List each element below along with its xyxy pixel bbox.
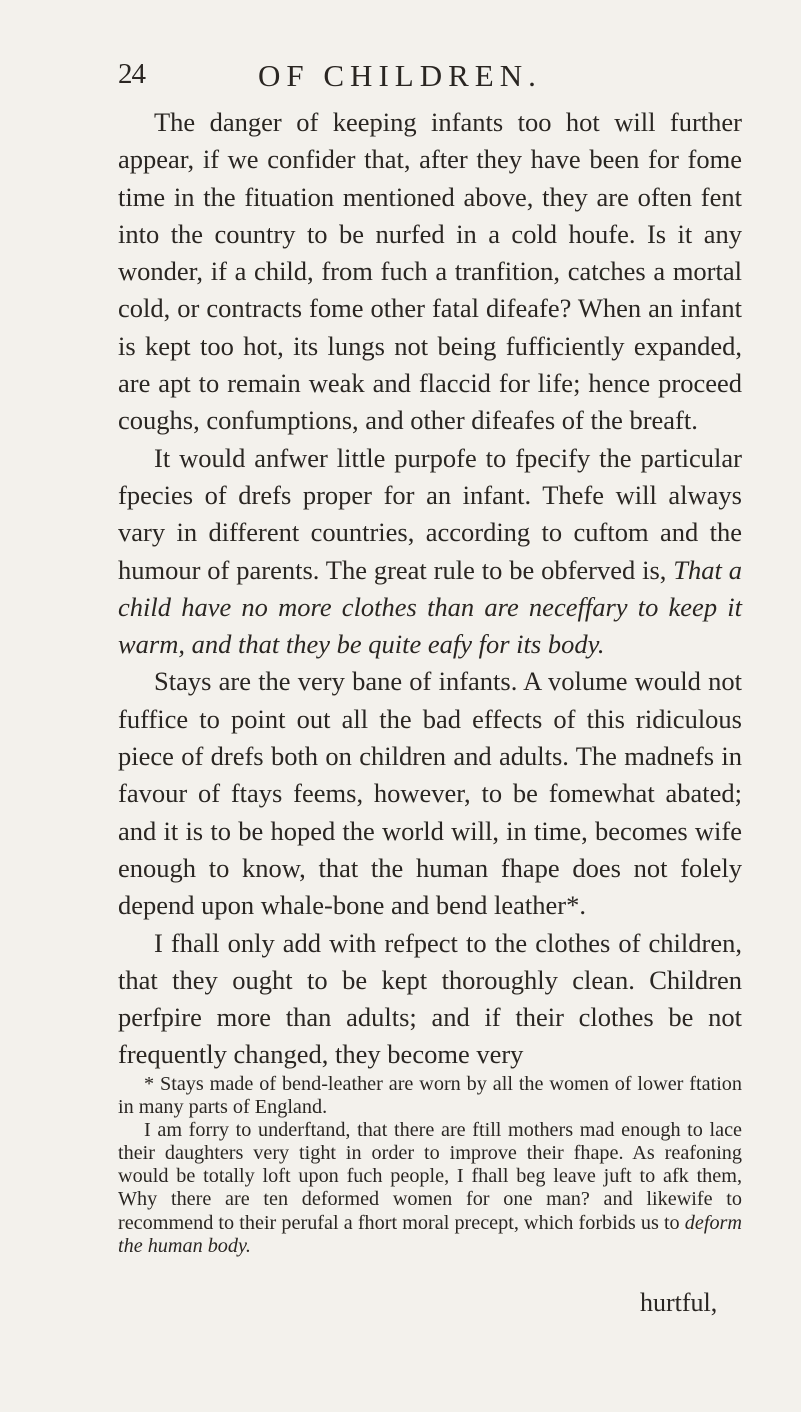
paragraph-dress <box>118 440 742 664</box>
page-number: 24 <box>118 58 145 90</box>
footnotes <box>118 1073 742 1258</box>
catchword: hurtful, <box>640 1288 718 1317</box>
paragraph-cleanliness: I fhall only add with refpect to the clothes of children, that they ought to be kept thoroughly clean. Children perfpire more than adults; and if their clothes be not frequently changed, they become very <box>118 927 742 1070</box>
footnote-mothers-text: I am forry to underftand, that there are ftill mothers mad enough to lace their daughters very tight in order to improve their fhape. As reafoning would be totally loft upon fuch people, I fhall beg leave juft to afk them, Why there are ten deformed women for one man? and likewife to recommend to their perufal a fhort moral precept, which forbids us to <box>118 1119 742 1234</box>
paragraph-stays: Stays are the very bane of infants. A volume would not fuffice to point out all the bad effects of this ridiculous piece of drefs both on children and adults. The madnefs in favour of ftays feems, however, to be fomewhat abated; and it is to be hoped the world will, in time, becomes wife enough to know, that the human fhape does not folely depend upon whale-bone and bend leather*. <box>118 666 742 921</box>
running-head: OF CHILDREN. <box>258 58 542 93</box>
body-text <box>118 104 742 1074</box>
paragraph-dress-rule: That a child have no more clothes than are neceffary to keep it warm, and that they be quite eafy for its body. <box>118 554 742 660</box>
footnote-stays: * Stays made of bend-leather are worn by all the women of lower ftation in many parts of England. <box>118 1073 742 1119</box>
paragraph-dress-text: It would anfwer little purpofe to fpecify the particular fpecies of drefs proper for an infant. Thefe will always vary in different countries, according to cuftom and the humour of parents. The great rule to be obferved is, <box>118 442 742 585</box>
footnote-mothers <box>118 1119 742 1258</box>
paragraph-danger-of-heat: The danger of keeping infants too hot will further appear, if we confider that, after they have been for fome time in the fituation mentioned above, they are often fent into the country to be nurfed in a cold houfe. Is it any wonder, if a child, from fuch a tranfition, catches a mortal cold, or contracts fome other fatal difeafe? When an infant is kept too hot, its lungs not being fufficiently expanded, are apt to remain weak and flaccid for life; hence proceed coughs, confumptions, and other difeafes of the breaft. <box>118 107 742 436</box>
page-header <box>118 58 738 98</box>
footnote-mothers-italic: deform the human body. <box>118 1211 742 1257</box>
